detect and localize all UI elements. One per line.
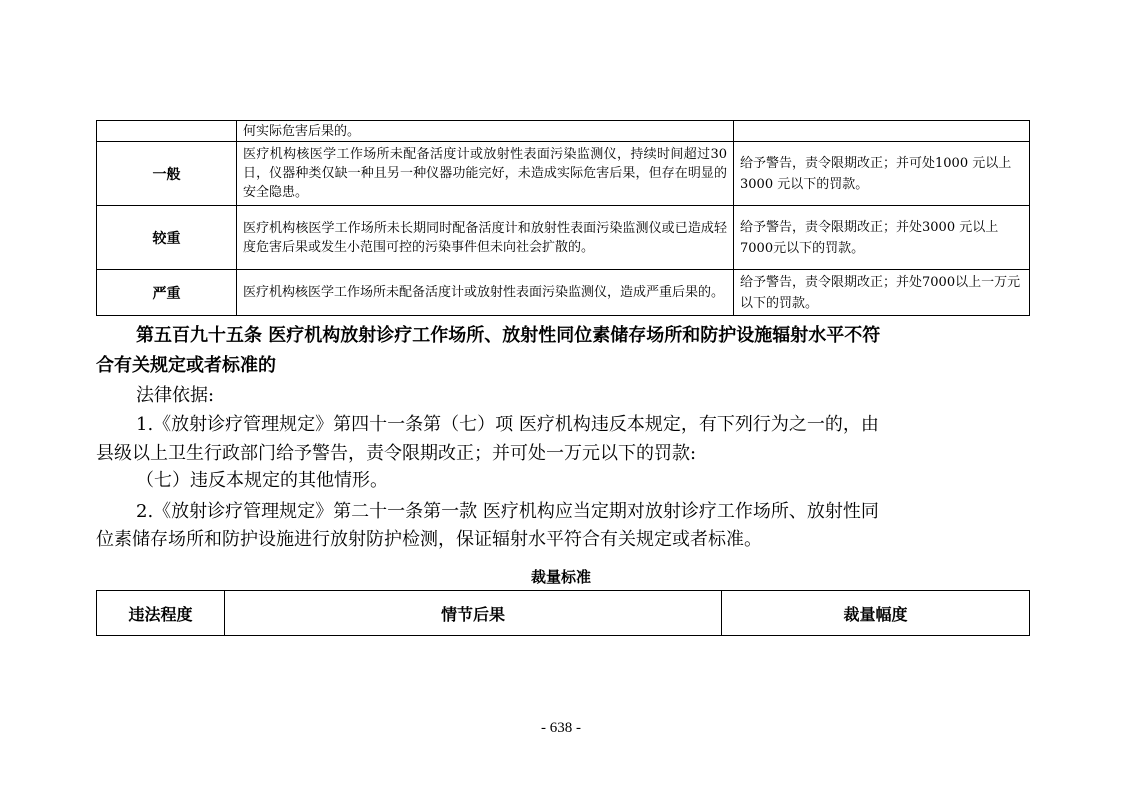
level-cell: 较重 bbox=[97, 206, 237, 270]
paragraph-1: 1.《放射诊疗管理规定》第四十一条第（七）项 医疗机构违反本规定，有下列行为之一的，由 bbox=[136, 414, 879, 435]
paragraph-2: 2.《放射诊疗管理规定》第二十一条第一款 医疗机构应当定期对放射诊疗工作场所、放射性同 bbox=[136, 501, 879, 522]
circumstance-cell: 医疗机构核医学工作场所未配备活度计或放射性表面污染监测仪，造成严重后果的。 bbox=[237, 270, 734, 316]
penalty-cell: 给予警告，责令限期改正；并处7000以上一万元以下的罚款。 bbox=[734, 270, 1030, 316]
circumstance-cell: 何实际危害后果的。 bbox=[237, 121, 734, 142]
level-cell bbox=[97, 121, 237, 142]
page-number: - 638 - bbox=[541, 720, 581, 736]
paragraph-2-continued: 位素储存场所和防护设施进行放射防护检测，保证辐射水平符合有关规定或者标准。 bbox=[96, 529, 762, 550]
legal-basis-label: 法律依据: bbox=[136, 385, 215, 406]
header-circumstance: 情节后果 bbox=[225, 591, 722, 636]
standard-table bbox=[96, 590, 1030, 636]
paragraph-1-item: （七）违反本规定的其他情形。 bbox=[136, 470, 388, 491]
penalty-cell bbox=[734, 121, 1030, 142]
table-row bbox=[97, 270, 1030, 316]
circumstance-cell: 医疗机构核医学工作场所未配备活度计或放射性表面污染监测仪，持续时间超过30日，仪器种类仅缺一种且另一种仪器功能完好，未造成实际危害后果，但存在明显的安全隐患。 bbox=[237, 142, 734, 206]
table-row bbox=[97, 206, 1030, 270]
level-cell: 一般 bbox=[97, 142, 237, 206]
header-penalty-range: 裁量幅度 bbox=[722, 591, 1030, 636]
circumstance-cell: 医疗机构核医学工作场所未长期同时配备活度计和放射性表面污染监测仪或已造成轻度危害后果或发生小范围可控的污染事件但未向社会扩散的。 bbox=[237, 206, 734, 270]
table-row bbox=[97, 142, 1030, 206]
article-heading-continued: 合有关规定或者标准的 bbox=[96, 355, 276, 376]
paragraph-1-continued: 县级以上卫生行政部门给予警告，责令限期改正；并可处一万元以下的罚款: bbox=[96, 443, 697, 464]
table-row bbox=[97, 121, 1030, 142]
header-violation-degree: 违法程度 bbox=[97, 591, 225, 636]
penalty-table-continued bbox=[96, 120, 1030, 316]
table-header-row bbox=[97, 591, 1030, 636]
penalty-cell: 给予警告，责令限期改正；并处3000 元以上7000元以下的罚款。 bbox=[734, 206, 1030, 270]
article-heading: 第五百九十五条 医疗机构放射诊疗工作场所、放射性同位素储存场所和防护设施辐射水平不符 bbox=[136, 325, 881, 346]
level-cell: 严重 bbox=[97, 270, 237, 316]
standard-title: 裁量标准 bbox=[530, 568, 591, 586]
penalty-cell: 给予警告，责令限期改正；并可处1000 元以上3000 元以下的罚款。 bbox=[734, 142, 1030, 206]
